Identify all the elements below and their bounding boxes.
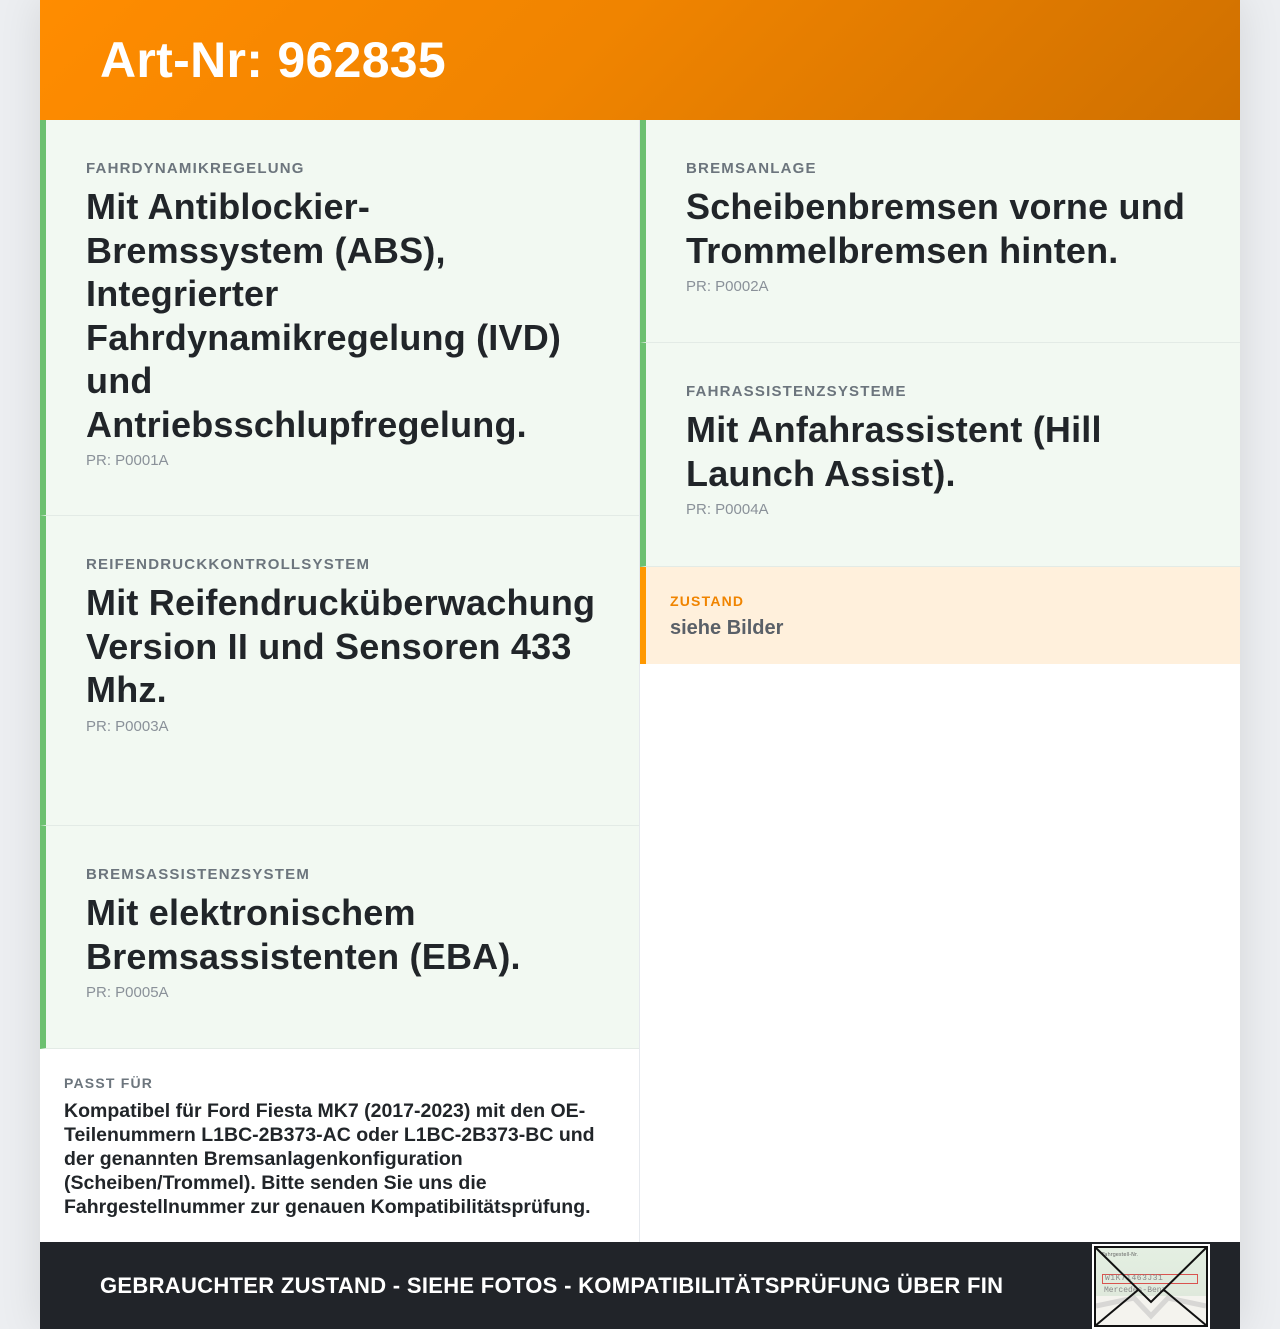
feature-card-reifendruck <box>40 516 639 826</box>
brand-text: Mercedes-Benz <box>1104 1286 1167 1295</box>
feature-title: Scheibenbremsen vorne und Trommelbremsen hinten. <box>686 186 1186 271</box>
feature-title: Mit elektronischem Bremsassistenten (EBA). <box>86 892 521 977</box>
feature-pr-code: PR: P0003A <box>86 717 169 735</box>
article-number-title: Art-Nr: 962835 <box>100 32 447 88</box>
feature-card-bremsanlage <box>640 120 1240 343</box>
feature-card-fahrassistenz <box>640 343 1240 567</box>
envelope-lines-icon <box>1094 1246 1208 1327</box>
product-sheet <box>40 0 1240 1329</box>
condition-card <box>640 567 1240 664</box>
feature-category: BREMSASSISTENZSYSTEM <box>86 866 311 883</box>
feature-category: FAHRASSISTENZSYSTEME <box>686 383 907 400</box>
feature-category: FAHRDYNAMIKREGELUNG <box>86 160 305 177</box>
footer-banner <box>40 1242 1240 1329</box>
compatibility-text: Kompatibel für Ford Fiesta MK7 (2017-2023) mit den OE-Teilenummern L1BC-2B373-AC oder L1BC-2B373-BC und der genannten Bremsanlagenkonfiguration (Scheiben/Trommel). Bitte senden Sie uns die Fahrgestellnummer zur genauen Kompatibilitätsprüfung. <box>64 1100 595 1218</box>
footer-banner-text: GEBRAUCHTER ZUSTAND - SIEHE FOTOS - KOMPATIBILITÄTSPRÜFUNG ÜBER FIN <box>100 1272 1004 1298</box>
feature-pr-code: PR: P0004A <box>686 501 769 518</box>
doc-label: Fahrgestell-Nr. <box>1102 1252 1139 1258</box>
feature-pr-code: PR: P0002A <box>686 278 769 295</box>
features-grid <box>40 120 1240 1242</box>
feature-category: REIFENDRUCKKONTROLLSYSTEM <box>86 556 371 573</box>
feature-title: Mit Antiblockier-Bremssystem (ABS), Integrierter Fahrdynamikregelung (IVD) und Antriebsschlupfregelung. <box>86 186 562 445</box>
condition-value: siehe Bilder <box>670 617 784 639</box>
vin-highlight: W1K71463J31 <box>1102 1274 1198 1284</box>
feature-pr-code: PR: P0005A <box>86 984 169 1001</box>
condition-label: ZUSTAND <box>670 593 745 609</box>
left-column <box>40 120 640 1242</box>
right-column <box>640 120 1240 1242</box>
feature-card-fahrdynamik <box>40 120 639 516</box>
feature-pr-code: PR: P0001A <box>86 452 169 469</box>
compatibility-section <box>40 1049 639 1242</box>
feature-title: Mit Anfahrassistent (Hill Launch Assist). <box>686 409 1102 494</box>
envelope-fin-icon <box>1092 1244 1210 1329</box>
feature-title: Mit Reifendrucküberwachung Version II und Sensoren 433 Mhz. <box>86 582 596 710</box>
compatibility-label: PASST FÜR <box>64 1075 154 1091</box>
page-header <box>40 0 1240 120</box>
feature-card-bremsassistenz <box>40 826 639 1049</box>
feature-category: BREMSANLAGE <box>686 160 817 177</box>
